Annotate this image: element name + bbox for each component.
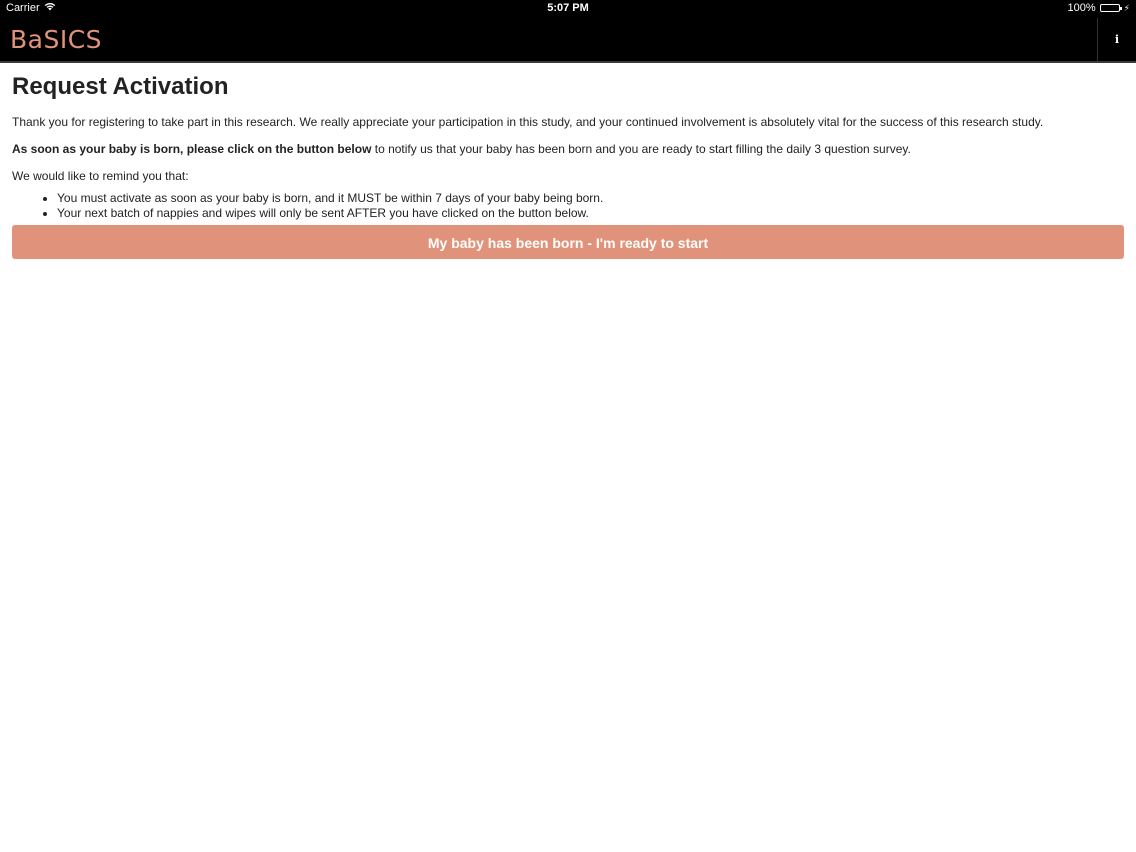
reminder-lead: We would like to remind you that: [12,169,189,183]
battery-icon [1100,4,1120,12]
info-button[interactable] [1097,18,1136,61]
page-title: Request Activation [12,73,229,100]
battery-percent: 100% [1067,2,1096,14]
carrier-label: Carrier [6,2,40,14]
charging-bolt-icon: ⚡ [1123,2,1130,13]
info-icon: i [1114,33,1120,46]
reminder-item: • Your next batch of nappies and wipes will only be sent AFTER you have clicked on the button below. [57,206,1124,221]
intro-text: Thank you for registering to take part in this research. We really appreciate your participation in this study, and your continued involvement is absolutely vital for the success of this research study. [12,115,1044,129]
main-content [12,63,1124,259]
instruction-rest: to notify us that your baby has been born and you are ready to start filling the daily 3 question survey. [371,142,911,156]
status-time: 5:07 PM [547,2,589,14]
instruction-text [12,142,1124,157]
nav-bar [0,18,1136,63]
status-bar [0,0,1136,18]
reminder-item: • You must activate as soon as your baby is born, and it MUST be within 7 days of your baby being born. [57,191,1124,206]
reminder-list [12,191,1124,221]
instruction-bold: As soon as your baby is born, please click on the button below [12,142,372,156]
ready-to-start-button[interactable]: My baby has been born - I'm ready to start [12,225,1124,259]
battery-group [1068,2,1130,14]
app-logo: BaSICS [10,25,103,54]
